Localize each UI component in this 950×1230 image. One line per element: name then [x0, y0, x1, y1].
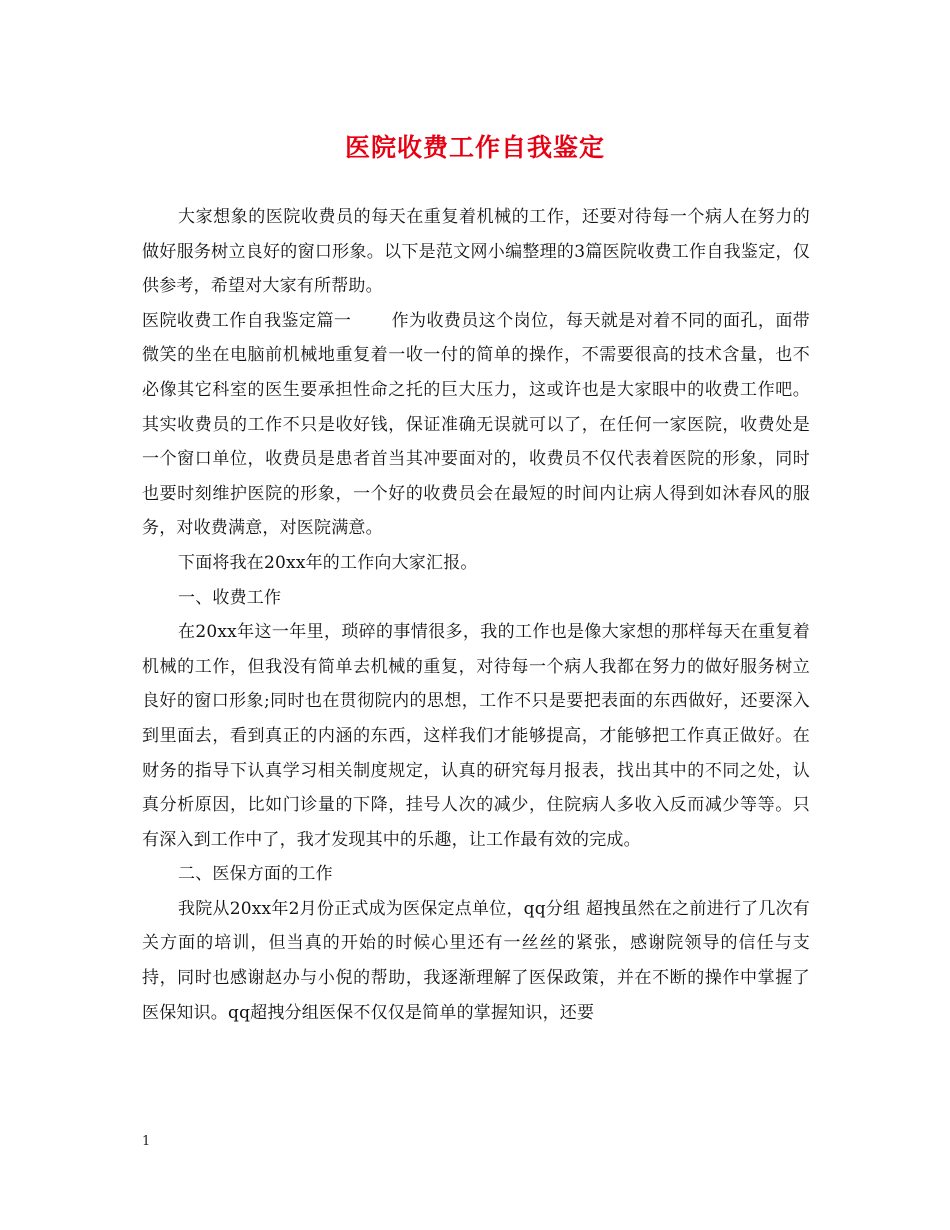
medical-insurance-paragraph: 我院从20xx年2月份正式成为医保定点单位，qq分组 超拽虽然在之前进行了几次有关方面的培训，但当真的开始的时候心里还有一丝丝的紧张，感谢院领导的信任与支持，同时也感谢赵办与小倪的帮助，我逐渐理解了医保政策，并在不断的操作中掌握了医保知识。qq超拽分组医保不仅仅是简单的掌握知识，还要: [142, 898, 810, 1023]
page-number: 1: [142, 1134, 151, 1149]
intro-paragraph: 大家想象的医院收费员的每天在重复着机械的工作，还要对待每一个病人在努力的做好服务树立良好的窗口形象。以下是范文网小编整理的3篇医院收费工作自我鉴定，仅供参考，希望对大家有所帮助。: [142, 207, 810, 297]
section-one-text: 作为收费员这个岗位，每天就是对着不同的面孔，面带微笑的坐在电脑前机械地重复着一收一付的简单的操作，不需要很高的技术含量，也不必像其它科室的医生要承担性命之托的巨大压力，这或许也是大家眼中的收费工作吧。其实收费员的工作不只是收好钱，保证准确无误就可以了，在任何一家医院，收费处是一个窗口单位，收费员是患者首当其冲要面对的，收费员不仅代表着医院的形象，同时也要时刻维护医院的形象，一个好的收费员会在最短的时间内让病人得到如沐春风的服务，对收费满意，对医院满意。: [142, 310, 810, 539]
fee-work-paragraph: 在20xx年这一年里，琐碎的事情很多，我的工作也是像大家想的那样每天在重复着机械的工作，但我没有简单去机械的重复，对待每一个病人我都在努力的做好服务树立良好的窗口形象;同时也在贯彻院内的思想，工作不只是要把表面的东西做好，还要深入到里面去，看到真正的内涵的东西，这样我们才能够提高，才能够把工作真正做好。在财务的指导下认真学习相关制度规定，认真的研究每月报表，找出其中的不同之处，认真分析原因，比如门诊量的下降，挂号人次的减少，住院病人多收入反而减少等等。只有深入到工作中了，我才发现其中的乐趣，让工作最有效的完成。: [142, 622, 810, 850]
section-one-heading: 医院收费工作自我鉴定篇一: [142, 310, 352, 331]
report-intro-paragraph: 下面将我在20xx年的工作向大家汇报。: [178, 552, 478, 573]
section-heading-fee-work: 一、收费工作: [178, 587, 282, 608]
section-one-paragraph: [142, 304, 810, 546]
document-title: 医院收费工作自我鉴定: [344, 133, 605, 162]
document-body: [142, 200, 810, 1030]
section-heading-medical-insurance: 二、医保方面的工作: [178, 864, 333, 885]
